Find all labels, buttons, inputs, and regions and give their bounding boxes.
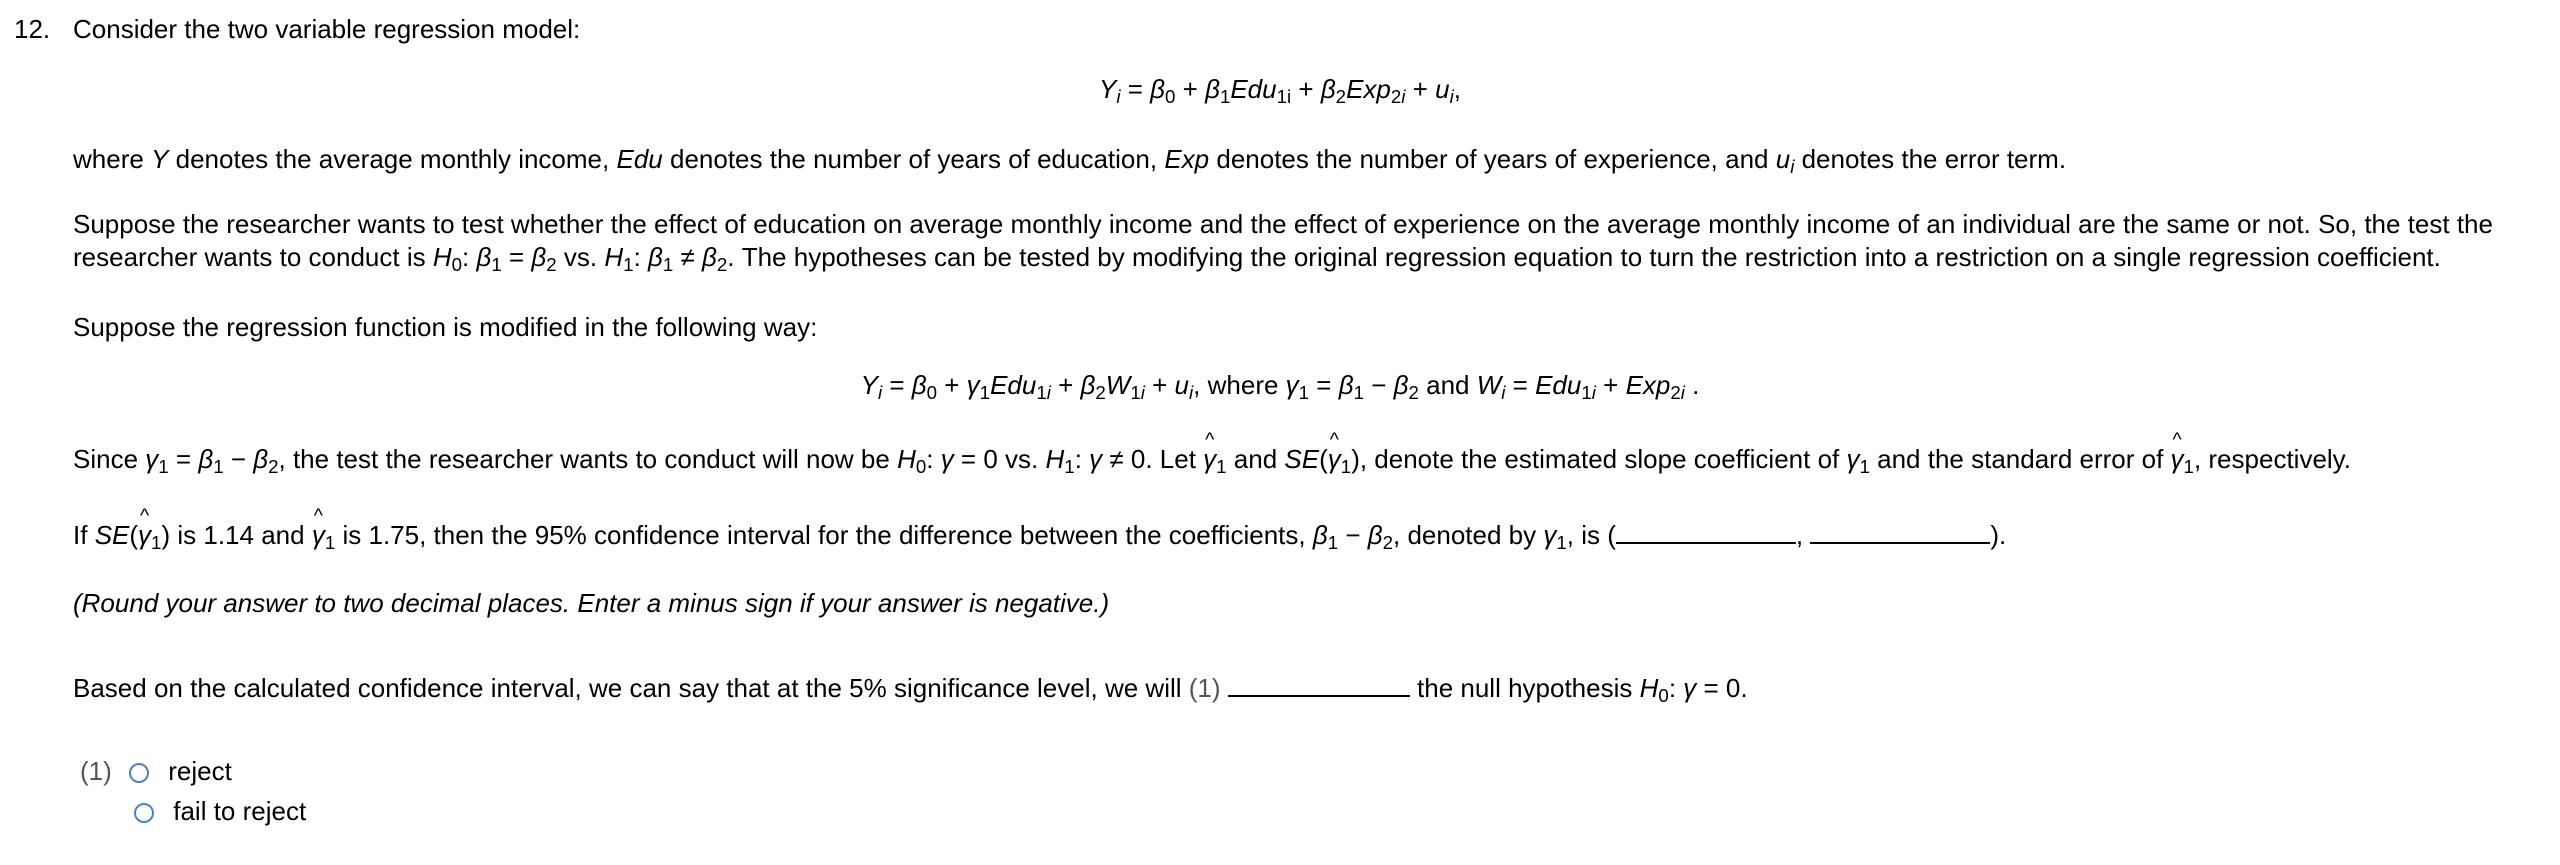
option-row-fail-to-reject[interactable]: [134, 796, 306, 827]
option-label-fail-to-reject: fail to reject: [173, 796, 307, 826]
ci-lower-input[interactable]: [1616, 520, 1796, 544]
conclusion-blank[interactable]: [1228, 673, 1410, 697]
modified-intro: Suppose the regression function is modified in the following way:: [73, 312, 818, 342]
se-value: 1.14: [203, 520, 254, 550]
definitions-line: where Y denotes the average monthly income, Edu denotes the number of years of education, Exp denotes the number of years of experience, and $u_i$ denotes the error term.: [73, 144, 2067, 178]
hypothesis-paragraph-line1: Suppose the researcher wants to test whether the effect of education on average monthly income and the effect of experience on the average monthly income of an individual are the same or not. So, the test the: [73, 209, 2493, 239]
modified-equation: $Y_i = \beta_0 + \gamma_1Edu_{1i} + \beta_2W_{1i} + u_i$, where $\gamma_1 = \beta_1 - \beta_2$ and $W_i = Edu_{1i} + Exp_{2i}$ .: [860, 370, 1700, 404]
since-line: Since $\gamma_1 = \beta_1 - \beta_2$, the test the researcher wants to conduct will now be $H_0$: γ = 0 vs. $H_1$: γ ≠ 0. Let ^ $\gamma_1$ and SE(^ $\gamma_1$), denote the estimated slope coefficient of $\gamma_1$ and the standard error of ^ $\gamma_1$, respectively.: [73, 444, 2351, 475]
rounding-note: (Round your answer to two decimal places. Enter a minus sign if your answer is negative.): [73, 588, 1110, 618]
ci-line: If SE(^ $\gamma_1$) is 1.14 and ^ $\gamma_1$ is 1.75, then the 95% confidence interval for the difference between the coefficients, $\beta_1 - \beta_2$, denoted by $\gamma_1$, is ( , ).: [73, 520, 2006, 551]
question-title: Consider the two variable regression model:: [73, 14, 581, 44]
conclusion-line: Based on the calculated confidence interval, we can say that at the 5% significance level, we will (1) the null hypothesis $H_0$: γ = 0.: [73, 673, 1748, 707]
radio-reject[interactable]: [129, 763, 149, 783]
model-equation: $Y_i = \beta_0 + \beta_1Edu_{1i} + \beta_2Exp_{2i} + u_i$,: [1099, 74, 1461, 108]
blank-label: (1): [1188, 673, 1221, 703]
question-number: 12.: [14, 14, 51, 44]
option-row-reject[interactable]: [80, 756, 232, 787]
radio-fail-to-reject[interactable]: [134, 803, 154, 823]
hypothesis-paragraph-line2: researcher wants to conduct is $H_0$: $\beta_1 = \beta_2$ vs. $H_1$: $\beta_1 \ne \beta_2$. The hypotheses can be tested by modifying the original regression equation to turn the restriction into a restriction on a single regression coefficient.: [73, 242, 2441, 276]
options-label: (1): [80, 756, 112, 786]
gamma-value: 1.75: [368, 520, 420, 550]
ci-upper-input[interactable]: [1810, 520, 1990, 544]
option-label-reject: reject: [168, 756, 232, 786]
